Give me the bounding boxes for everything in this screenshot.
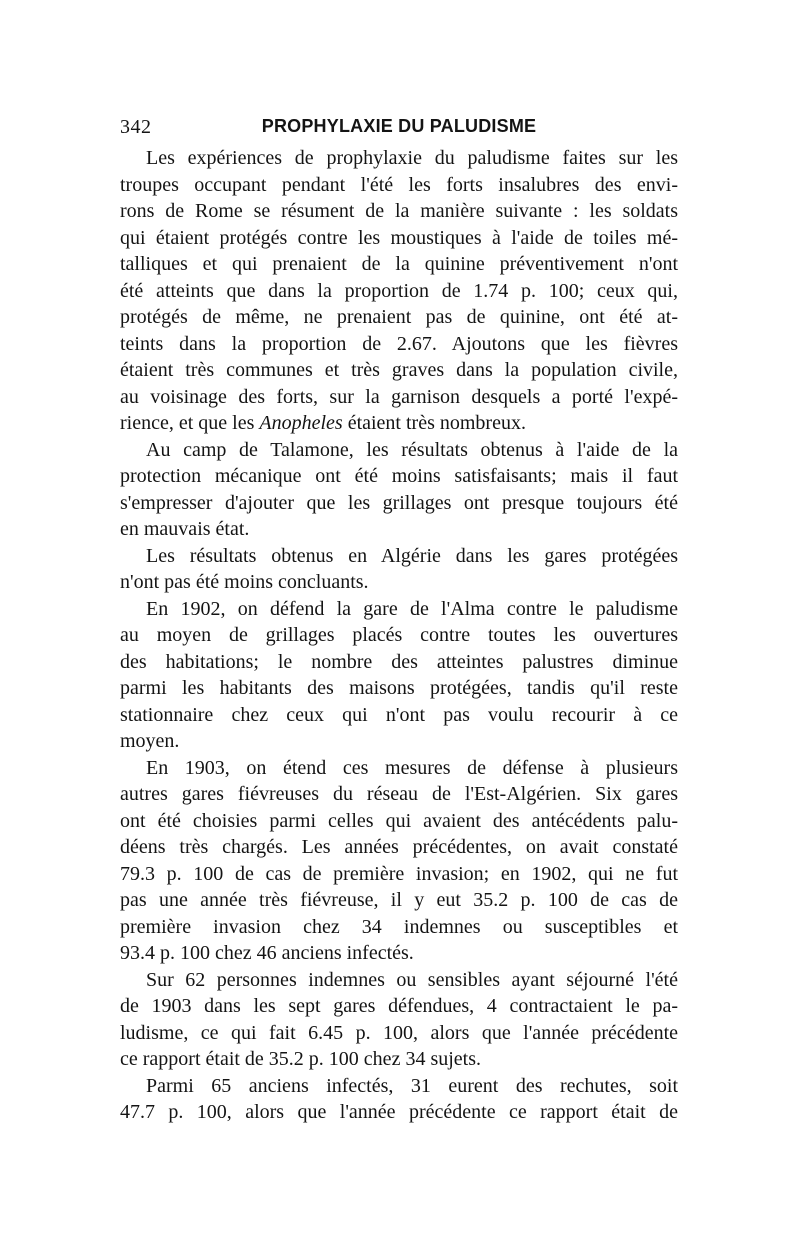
text-line: talliques et qui prenaient de la quinine préventivement n'ont <box>120 253 678 275</box>
text-line: ce rapport était de 35.2 p. 100 chez 34 sujets. <box>120 1048 481 1070</box>
text-line: rons de Rome se résument de la manière suivante : les soldats <box>120 200 678 222</box>
text-line: des habitations; le nombre des atteintes palustres diminue <box>120 650 678 673</box>
text-line: parmi les habitants des maisons protégées, tandis qu'il reste <box>120 677 678 699</box>
text-line: En 1902, on défend la gare de l'Alma contre le paludisme <box>146 597 678 620</box>
text-line: déens très chargés. Les années précédentes, on avait constaté <box>120 836 678 858</box>
page-header <box>120 116 678 142</box>
text-line: de 1903 dans les sept gares défendues, 4 contractaient le pa- <box>120 995 678 1017</box>
text-line: teints dans la proportion de 2.67. Ajoutons que les fièvres <box>120 332 678 355</box>
text-line: troupes occupant pendant l'été les forts insalubres des envi- <box>120 173 678 196</box>
text-line: première invasion chez 34 indemnes ou susceptibles et <box>120 915 678 938</box>
text-line: qui étaient protégés contre les moustiques à l'aide de toiles mé- <box>120 226 678 249</box>
text-line: au voisinage des forts, sur la garnison desquels a porté l'expé- <box>120 385 678 408</box>
text-segment: rience, et que les <box>120 412 260 434</box>
text-line: En 1903, on étend ces mesures de défense à plusieurs <box>146 756 678 779</box>
text-line: moyen. <box>120 730 180 752</box>
text-line: au moyen de grillages placés contre toutes les ouvertures <box>120 624 678 646</box>
text-line: étaient très communes et très graves dans la population civile, <box>120 359 678 381</box>
text-line: Les résultats obtenus en Algérie dans les gares protégées <box>146 544 678 567</box>
text-line: s'empresser d'ajouter que les grillages ont presque toujours été <box>120 491 678 514</box>
text-line: en mauvais état. <box>120 518 250 540</box>
text-line: 47.7 p. 100, alors que l'année précédente ce rapport était de <box>120 1101 678 1123</box>
text-line: protection mécanique ont été moins satisfaisants; mais il faut <box>120 465 678 487</box>
text-line: été atteints que dans la proportion de 1.74 p. 100; ceux qui, <box>120 279 678 302</box>
body-text <box>120 145 678 1126</box>
italic-term: Anopheles <box>259 412 343 434</box>
text-line: Parmi 65 anciens infectés, 31 eurent des rechutes, soit <box>146 1074 678 1097</box>
text-line: stationnaire chez ceux qui n'ont pas voulu recourir à ce <box>120 703 678 726</box>
text-line: Sur 62 personnes indemnes ou sensibles ayant séjourné l'été <box>146 968 678 991</box>
text-line: protégés de même, ne prenaient pas de quinine, ont été at- <box>120 306 678 328</box>
text-line: n'ont pas été moins concluants. <box>120 571 369 593</box>
text-line: 79.3 p. 100 de cas de première invasion; en 1902, qui ne fut <box>120 862 678 885</box>
text-line: pas une année très fiévreuse, il y eut 35.2 p. 100 de cas de <box>120 889 678 911</box>
text-line: autres gares fiévreuses du réseau de l'Est-Algérien. Six gares <box>120 783 678 805</box>
running-title: PROPHYLAXIE DU PALUDISME <box>261 116 537 136</box>
text-line: Au camp de Talamone, les résultats obtenus à l'aide de la <box>146 438 678 461</box>
text-line: Les expériences de prophylaxie du paludisme faites sur les <box>146 147 678 169</box>
text-segment: étaient très nombreux. <box>342 412 526 434</box>
text-line: 93.4 p. 100 chez 46 anciens infectés. <box>120 942 414 964</box>
text-line: ludisme, ce qui fait 6.45 p. 100, alors que l'année précédente <box>120 1021 678 1044</box>
page-number: 342 <box>120 116 152 138</box>
text-line: ont été choisies parmi celles qui avaient des antécédents palu- <box>120 809 678 832</box>
text-line <box>120 410 678 437</box>
